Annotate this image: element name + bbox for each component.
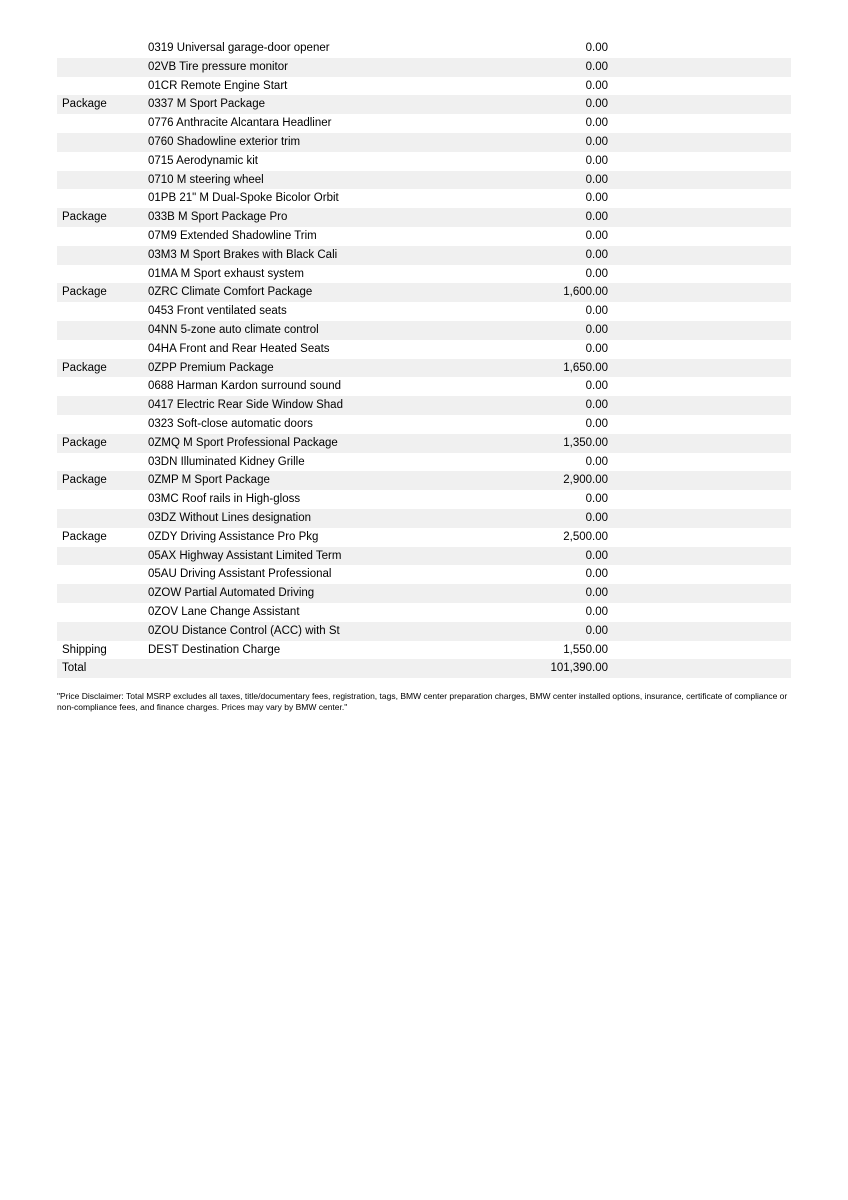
- item-cell: 03MC Roof rails in High-gloss: [148, 493, 301, 506]
- price-cell: 0.00: [585, 399, 608, 412]
- price-cell: 0.00: [585, 248, 608, 261]
- category-cell: Package: [62, 98, 107, 111]
- price-cell: 0.00: [585, 42, 608, 54]
- price-cell: 0.00: [585, 323, 608, 336]
- item-cell: 0319 Universal garage-door opener: [148, 42, 330, 54]
- table-row: [57, 77, 791, 96]
- price-cell: 0.00: [585, 211, 608, 224]
- price-cell: 0.00: [585, 117, 608, 130]
- table-row: [57, 359, 791, 378]
- table-row: [57, 584, 791, 603]
- price-cell: 1,650.00: [563, 361, 608, 374]
- price-cell: 0.00: [585, 605, 608, 618]
- category-cell: Package: [62, 530, 107, 543]
- item-cell: 0453 Front ventilated seats: [148, 305, 287, 318]
- item-cell: 01CR Remote Engine Start: [148, 79, 288, 92]
- price-cell: 1,350.00: [563, 436, 608, 449]
- item-cell: 04HA Front and Rear Heated Seats: [148, 342, 330, 355]
- table-row: [57, 246, 791, 265]
- item-cell: 0688 Harman Kardon surround sound: [148, 380, 342, 393]
- table-row: [57, 396, 791, 415]
- table-row: [57, 340, 791, 359]
- table-row: [57, 490, 791, 509]
- category-cell: Total: [62, 662, 87, 675]
- item-cell: 0ZMQ M Sport Professional Package: [148, 436, 338, 449]
- price-cell: 0.00: [585, 587, 608, 600]
- item-cell: 03DN Illuminated Kidney Grille: [148, 455, 305, 468]
- item-cell: 0715 Aerodynamic kit: [148, 154, 258, 167]
- table-row: [57, 265, 791, 284]
- item-cell: 07M9 Extended Shadowline Trim: [148, 229, 317, 242]
- category-cell: Shipping: [62, 643, 107, 656]
- table-row: [57, 547, 791, 566]
- table-row: [57, 565, 791, 584]
- category-cell: Package: [62, 474, 107, 487]
- price-cell: 101,390.00: [550, 662, 608, 675]
- price-cell: 0.00: [585, 154, 608, 167]
- price-cell: 0.00: [585, 417, 608, 430]
- price-cell: 0.00: [585, 79, 608, 92]
- item-cell: 04NN 5-zone auto climate control: [148, 323, 319, 336]
- table-row: [57, 509, 791, 528]
- category-cell: Package: [62, 211, 107, 224]
- table-row: [57, 95, 791, 114]
- table-row: [57, 659, 791, 678]
- table-row: [57, 528, 791, 547]
- table-row: [57, 471, 791, 490]
- item-cell: 0ZOW Partial Automated Driving: [148, 587, 315, 600]
- price-cell: 0.00: [585, 342, 608, 355]
- table-row: [57, 603, 791, 622]
- table-row: [57, 377, 791, 396]
- table-row: [57, 133, 791, 152]
- table-row: [57, 434, 791, 453]
- price-cell: 0.00: [585, 135, 608, 148]
- item-cell: 0ZPP Premium Package: [148, 361, 274, 374]
- item-cell: 03M3 M Sport Brakes with Black Cali: [148, 248, 338, 261]
- table-row: [57, 208, 791, 227]
- item-cell: 0337 M Sport Package: [148, 98, 265, 111]
- category-cell: Package: [62, 286, 107, 299]
- table-row: [57, 152, 791, 171]
- table-row: [57, 39, 791, 58]
- item-cell: 0ZDY Driving Assistance Pro Pkg: [148, 530, 319, 543]
- table-row: [57, 114, 791, 133]
- price-cell: 0.00: [585, 229, 608, 242]
- item-cell: 0ZRC Climate Comfort Package: [148, 286, 313, 299]
- price-cell: 0.00: [585, 173, 608, 186]
- price-cell: 0.00: [585, 192, 608, 205]
- price-cell: 2,500.00: [563, 530, 608, 543]
- table-row: [57, 171, 791, 190]
- item-cell: 05AX Highway Assistant Limited Term: [148, 549, 342, 562]
- price-cell: 0.00: [585, 267, 608, 280]
- price-cell: 1,600.00: [563, 286, 608, 299]
- table-row: [57, 453, 791, 472]
- price-cell: 0.00: [585, 98, 608, 111]
- price-cell: 0.00: [585, 493, 608, 506]
- price-cell: 1,550.00: [563, 643, 608, 656]
- item-cell: 0760 Shadowline exterior trim: [148, 135, 301, 148]
- price-cell: 0.00: [585, 380, 608, 393]
- table-row: [57, 415, 791, 434]
- price-cell: 2,900.00: [563, 474, 608, 487]
- item-cell: 02VB Tire pressure monitor: [148, 60, 288, 73]
- item-cell: 03DZ Without Lines designation: [148, 511, 312, 524]
- price-cell: 0.00: [585, 455, 608, 468]
- table-row: [57, 622, 791, 641]
- item-cell: 0ZMP M Sport Package: [148, 474, 270, 487]
- table-row: [57, 227, 791, 246]
- price-cell: 0.00: [585, 624, 608, 637]
- category-cell: Package: [62, 361, 107, 374]
- options-table: [57, 39, 791, 678]
- item-cell: 0417 Electric Rear Side Window Shad: [148, 399, 343, 412]
- item-cell: 0710 M steering wheel: [148, 173, 264, 186]
- table-row: [57, 302, 791, 321]
- price-cell: 0.00: [585, 511, 608, 524]
- table-row: [57, 641, 791, 660]
- item-cell: 033B M Sport Package Pro: [148, 211, 288, 224]
- price-cell: 0.00: [585, 305, 608, 318]
- category-cell: Package: [62, 436, 107, 449]
- price-disclaimer: "Price Disclaimer: Total MSRP excludes all taxes, title/documentary fees, registration, tags, BMW center preparation charges, BMW center installed options, insurance, certificate of compliance or non-compliance fees, and finance charges. Prices may vary by BMW center.": [57, 691, 788, 712]
- item-cell: 0ZOU Distance Control (ACC) with St: [148, 624, 340, 637]
- item-cell: 01PB 21" M Dual-Spoke Bicolor Orbit: [148, 192, 339, 205]
- table-row: [57, 189, 791, 208]
- price-cell: 0.00: [585, 60, 608, 73]
- table-row: [57, 321, 791, 340]
- table-row: [57, 58, 791, 77]
- table-row: [57, 283, 791, 302]
- price-cell: 0.00: [585, 568, 608, 581]
- item-cell: DEST Destination Charge: [148, 643, 281, 656]
- price-cell: 0.00: [585, 549, 608, 562]
- item-cell: 01MA M Sport exhaust system: [148, 267, 304, 280]
- item-cell: 05AU Driving Assistant Professional: [148, 568, 332, 581]
- item-cell: 0323 Soft-close automatic doors: [148, 417, 313, 430]
- item-cell: 0776 Anthracite Alcantara Headliner: [148, 117, 332, 130]
- item-cell: 0ZOV Lane Change Assistant: [148, 605, 300, 618]
